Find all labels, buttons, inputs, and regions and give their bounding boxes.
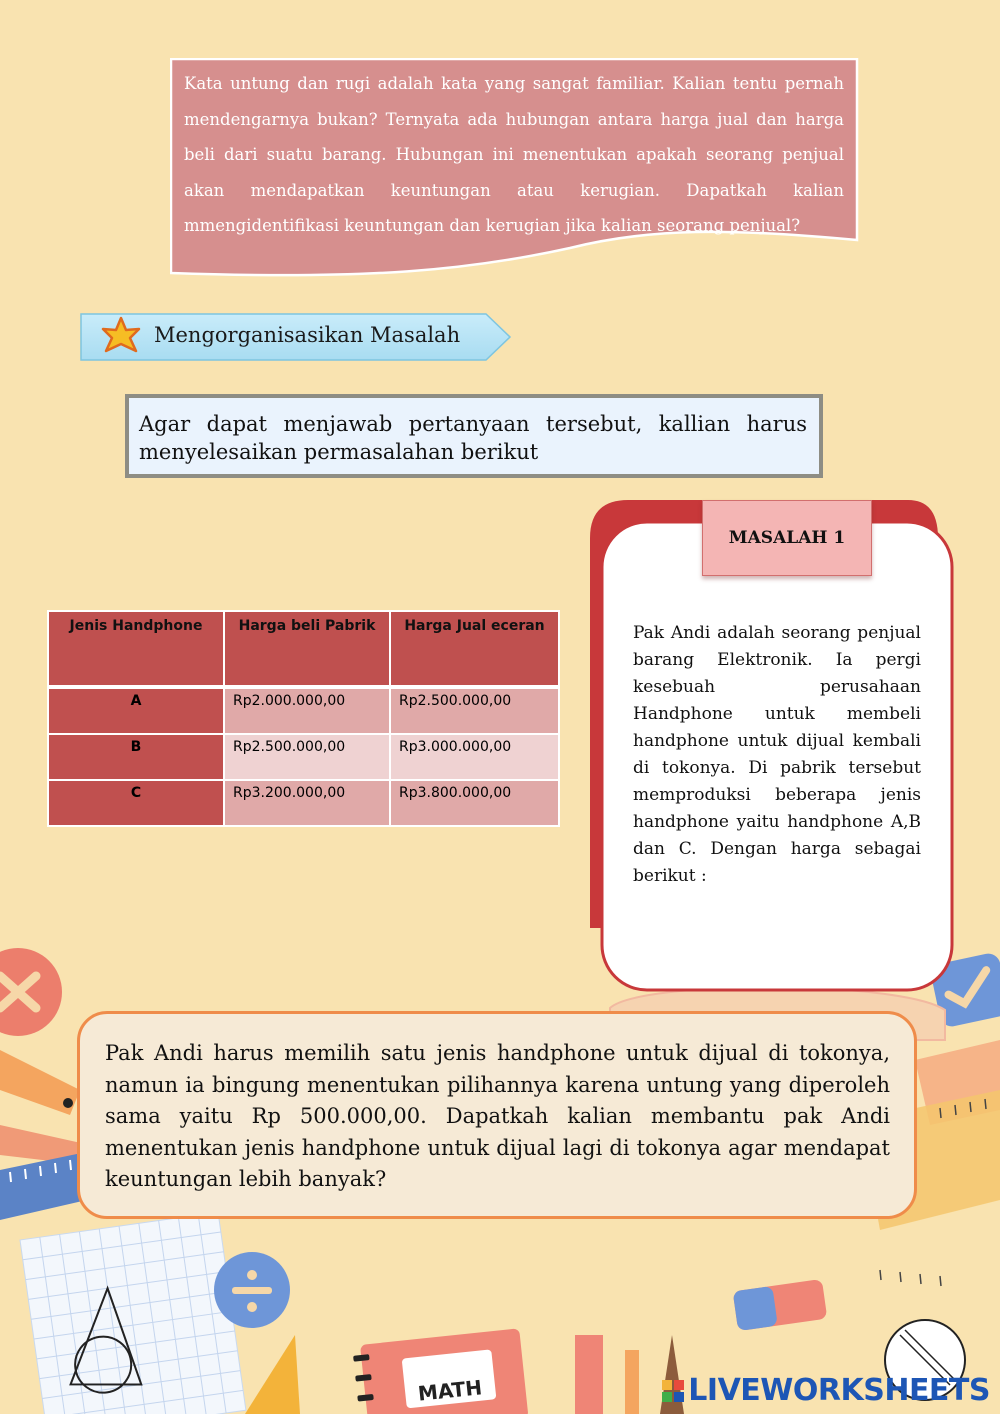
instruction-box (125, 394, 823, 478)
intro-text: Kata untung dan rugi adalah kata yang sangat familiar. Kalian tentu pernah mendengarnya bukan? Ternyata ada hubungan antara harga jual dan harga beli dari suatu barang. Hubungan ini menentukan apakah seorang penjual akan mendapatkan keuntungan atau kerugian. Dapatkah kalian mmengidentifikasi keuntungan dan kerugian jika kalian seorang penjual? (184, 74, 844, 235)
price-table (47, 610, 560, 827)
liveworksheets-logo-icon (662, 1380, 684, 1402)
problem-card (588, 498, 954, 994)
question-text: Pak Andi harus memilih satu jenis handphone untuk dijual di tokonya, namun ia bingung menentukan pilihannya karena untung yang diperoleh sama yaitu Rp 500.000,00. Dapatkah kalian membantu pak Andi menentukan jenis handphone untuk dijual lagi di tokonya agar mendapat keuntungan lebih banyak? (105, 1041, 890, 1191)
header-jenis: Jenis Handphone (48, 611, 224, 687)
problem-text: Pak Andi adalah seorang penjual barang Elektronik. Ia pergi kesebuah perusahaan Handphone untuk membeli handphone untuk dijual kembali di tokonya. Di pabrik tersebut memproduksi beberapa jenis handphone yaitu handphone A,B dan C. Dengan harga sebagai berikut : (633, 623, 921, 886)
book-label: MATH (416, 1375, 484, 1406)
section-label (80, 313, 512, 361)
header-harga-jual: Harga Jual eceran (390, 611, 559, 687)
cell-buy-price: Rp3.200.000,00 (224, 780, 390, 826)
cell-sell-price: Rp3.000.000,00 (390, 734, 559, 780)
problem-label: MASALAH 1 (702, 500, 872, 576)
watermark (662, 1373, 990, 1408)
cell-sell-price: Rp3.800.000,00 (390, 780, 559, 826)
table-row (48, 687, 559, 734)
cell-buy-price: Rp2.000.000,00 (224, 687, 390, 734)
cell-type: C (48, 780, 224, 826)
header-harga-beli: Harga beli Pabrik (224, 611, 390, 687)
cell-type: A (48, 687, 224, 734)
cell-buy-price: Rp2.500.000,00 (224, 734, 390, 780)
table-header-row (48, 611, 559, 687)
cell-type: B (48, 734, 224, 780)
instruction-text: Agar dapat menjawab pertanyaan tersebut, kallian harus menyelesaikan permasalahan berikut (129, 398, 819, 474)
star-icon (100, 316, 142, 358)
table-row (48, 780, 559, 826)
table-row (48, 734, 559, 780)
intro-banner (170, 58, 858, 278)
cell-sell-price: Rp2.500.000,00 (390, 687, 559, 734)
watermark-text: LIVEWORKSHEETS (688, 1373, 990, 1408)
question-box (77, 1011, 917, 1219)
section-title: Mengorganisasikan Masalah (154, 323, 461, 347)
